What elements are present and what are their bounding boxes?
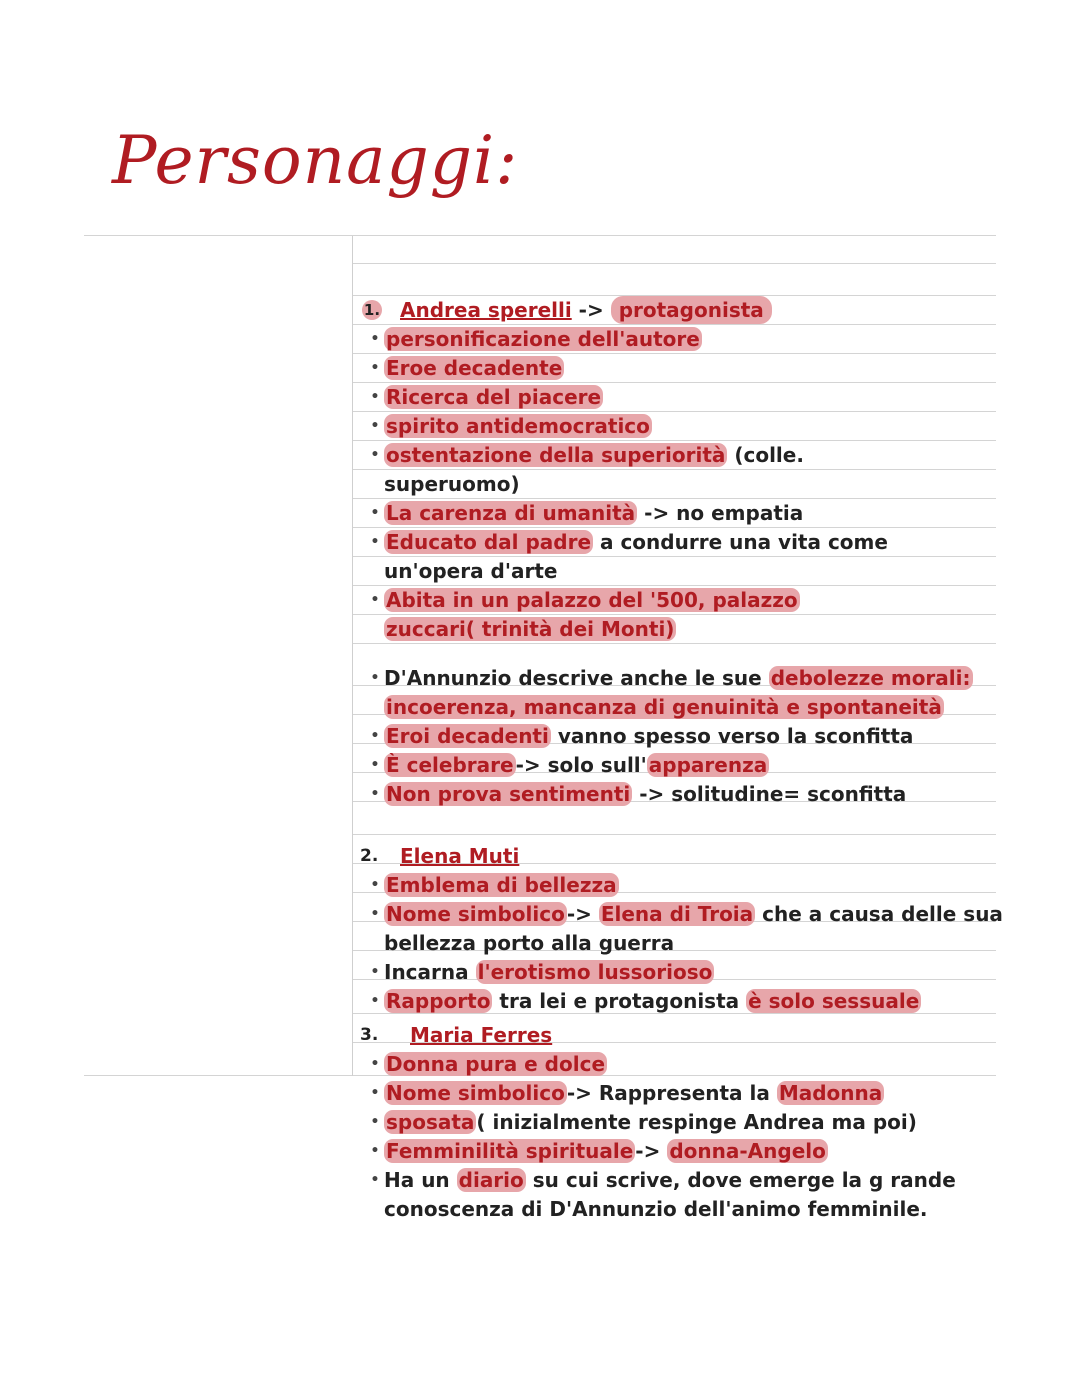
bullet-icon: • xyxy=(370,877,380,893)
highlight: Nome simbolico xyxy=(386,902,565,926)
bullet-icon: • xyxy=(370,418,380,434)
list-item-continuation xyxy=(352,470,1012,499)
highlight: ostentazione della superiorità xyxy=(386,443,726,467)
highlight: Abita in un palazzo del '500, palazzo xyxy=(386,588,798,612)
highlight: donna-Angelo xyxy=(669,1139,826,1163)
highlight: diario xyxy=(458,1168,524,1192)
bullet-icon: • xyxy=(370,534,380,550)
list-item xyxy=(352,987,1012,1016)
list-item xyxy=(352,1079,1012,1108)
item-text: -> no empatia xyxy=(637,501,804,525)
highlight: debolezze morali: xyxy=(770,666,971,690)
list-item xyxy=(352,412,1012,441)
highlight: Femminilità spirituale xyxy=(386,1139,634,1163)
character-name: Maria Ferres xyxy=(410,1023,553,1047)
notes-body xyxy=(352,296,1012,1224)
bullet-icon: • xyxy=(370,331,380,347)
bullet-icon: • xyxy=(370,389,380,405)
list-item xyxy=(352,1050,1012,1079)
highlight: apparenza xyxy=(648,753,768,777)
item-text: conoscenza di D'Annunzio dell'animo femminile. xyxy=(384,1197,928,1221)
section-number: 1. xyxy=(363,301,381,319)
item-text: a condurre una vita come xyxy=(593,530,888,554)
list-item xyxy=(352,354,1012,383)
item-text: -> solitudine= sconfitta xyxy=(632,782,907,806)
list-item xyxy=(352,871,1012,900)
highlight: Non prova sentimenti xyxy=(386,782,631,806)
bullet-icon: • xyxy=(370,1143,380,1159)
list-item xyxy=(352,441,1012,470)
list-item-continuation xyxy=(352,929,1012,958)
list-item-continuation xyxy=(352,693,1012,722)
list-item xyxy=(352,325,1012,354)
bullet-icon: • xyxy=(370,757,380,773)
header-rule xyxy=(84,235,996,236)
bullet-icon: • xyxy=(370,993,380,1009)
page-title: Personaggi: xyxy=(112,122,519,199)
bullet-icon: • xyxy=(370,1114,380,1130)
highlight: Ricerca del piacere xyxy=(386,385,602,409)
item-text: bellezza porto alla guerra xyxy=(384,931,675,955)
bullet-icon: • xyxy=(370,728,380,744)
item-text: -> xyxy=(566,902,599,926)
highlight: Eroe decadente xyxy=(386,356,563,380)
character-name: Elena Muti xyxy=(400,844,520,868)
highlight: Madonna xyxy=(778,1081,883,1105)
list-item xyxy=(352,751,1012,780)
highlight: Eroi decadenti xyxy=(386,724,549,748)
bullet-icon: • xyxy=(370,1085,380,1101)
item-text: un'opera d'arte xyxy=(384,559,558,583)
list-item xyxy=(352,664,1012,693)
list-item-continuation xyxy=(352,615,1012,644)
item-text: (colle. xyxy=(727,443,804,467)
section-1-heading xyxy=(352,296,1012,325)
item-text: superuomo) xyxy=(384,472,520,496)
highlight: protagonista xyxy=(611,296,772,324)
section-number: 3. xyxy=(360,1025,379,1045)
list-item xyxy=(352,499,1012,528)
bullet-icon: • xyxy=(370,964,380,980)
highlight: Rapporto xyxy=(386,989,491,1013)
bullet-icon: • xyxy=(370,906,380,922)
list-item-continuation xyxy=(352,1195,1012,1224)
highlight: Donna pura e dolce xyxy=(386,1052,606,1076)
item-text: su cui scrive, dove emerge la g rande xyxy=(525,1168,956,1192)
list-item-continuation xyxy=(352,557,1012,586)
bullet-icon: • xyxy=(370,592,380,608)
highlight: Emblema di bellezza xyxy=(386,873,617,897)
item-text: Ha un xyxy=(384,1168,457,1192)
list-item xyxy=(352,958,1012,987)
spacer xyxy=(352,644,1012,664)
highlight: La carenza di umanità xyxy=(386,501,636,525)
arrow-text: -> xyxy=(571,298,611,322)
list-item xyxy=(352,528,1012,557)
ruling-line xyxy=(352,263,996,264)
item-text: D'Annunzio descrive anche le sue xyxy=(384,666,769,690)
highlight: Elena di Troia xyxy=(600,902,754,926)
highlight: sposata xyxy=(386,1110,475,1134)
highlight: Nome simbolico xyxy=(386,1081,565,1105)
highlight: personificazione dell'autore xyxy=(386,327,700,351)
bullet-icon: • xyxy=(370,505,380,521)
spacer xyxy=(352,809,1012,842)
list-item xyxy=(352,900,1012,929)
highlight: incoerenza, mancanza di genuinità e spontaneità xyxy=(386,695,942,719)
list-item xyxy=(352,383,1012,412)
item-text: ( inizialmente respinge Andrea ma poi) xyxy=(476,1110,917,1134)
list-item xyxy=(352,780,1012,809)
section-number: 2. xyxy=(360,846,379,866)
list-item xyxy=(352,1137,1012,1166)
bullet-icon: • xyxy=(370,670,380,686)
list-item xyxy=(352,1166,1012,1195)
character-name: Andrea sperelli xyxy=(400,298,572,322)
highlight: È celebrare xyxy=(386,753,514,777)
highlight: zuccari( trinità dei Monti) xyxy=(386,617,675,641)
bullet-icon: • xyxy=(370,786,380,802)
bullet-icon: • xyxy=(370,1172,380,1188)
bullet-icon: • xyxy=(370,1056,380,1072)
list-item xyxy=(352,586,1012,615)
item-text: tra lei e protagonista xyxy=(492,989,747,1013)
item-text: Incarna xyxy=(384,960,476,984)
section-3-heading xyxy=(352,1021,1012,1050)
highlight: Educato dal padre xyxy=(386,530,592,554)
highlight: spirito antidemocratico xyxy=(386,414,650,438)
item-text: -> Rappresenta la xyxy=(566,1081,777,1105)
item-text: -> solo sull' xyxy=(515,753,647,777)
item-text: vanno spesso verso la sconfitta xyxy=(550,724,914,748)
bullet-icon: • xyxy=(370,447,380,463)
item-text: che a causa delle sua xyxy=(755,902,1003,926)
section-2-heading xyxy=(352,842,1012,871)
highlight: è solo sessuale xyxy=(748,989,920,1013)
list-item xyxy=(352,722,1012,751)
highlight: l'erotismo lussorioso xyxy=(477,960,713,984)
list-item xyxy=(352,1108,1012,1137)
bullet-icon: • xyxy=(370,360,380,376)
item-text: -> xyxy=(635,1139,668,1163)
